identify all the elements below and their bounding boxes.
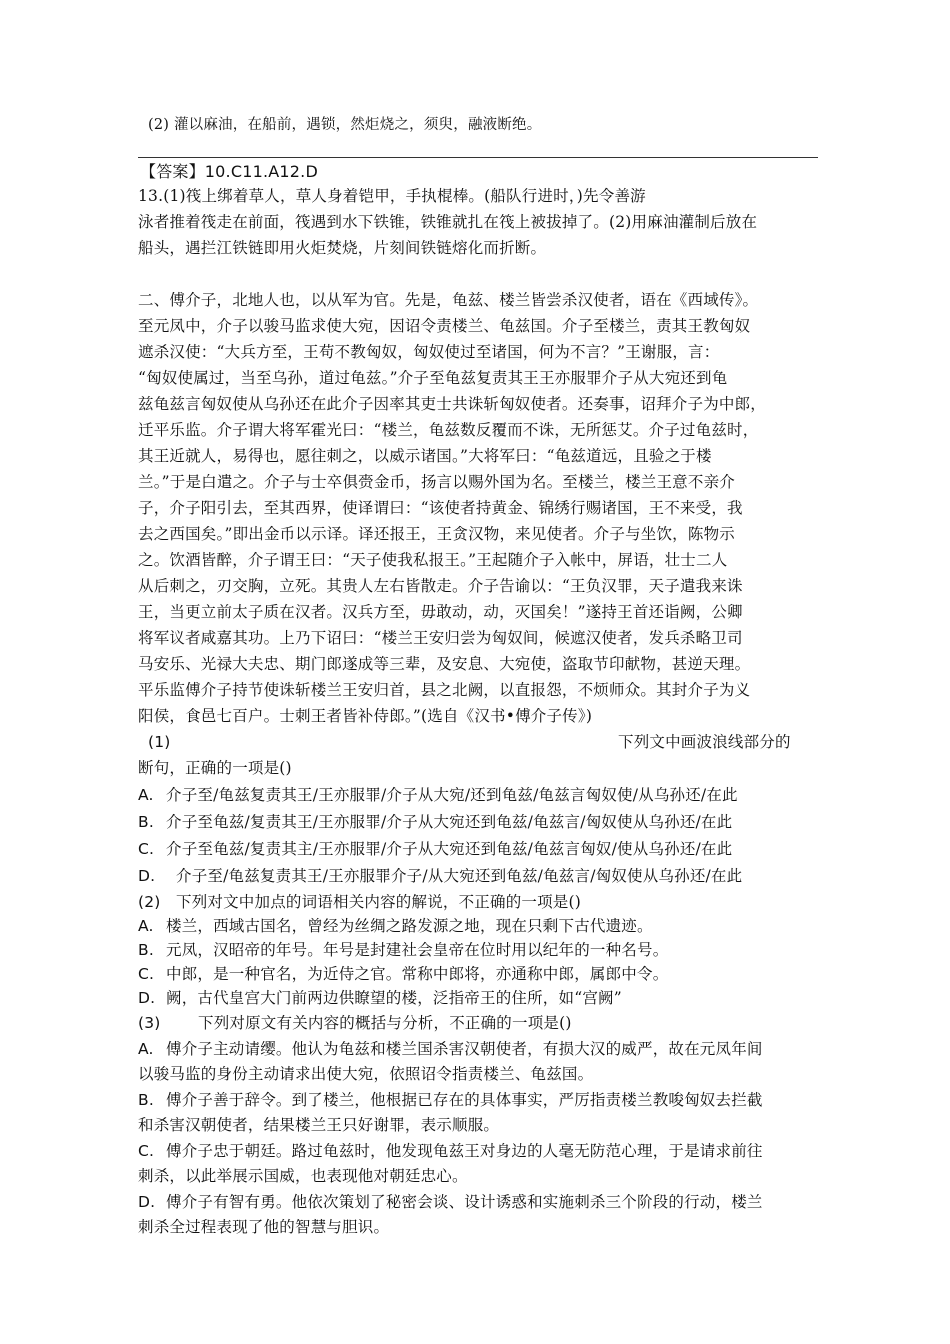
passage-line: 去之西国矣。”即出金币以示译。译还报王，王贪汉物，来见使者。介子与坐饮，陈物示 <box>138 525 735 543</box>
passage-line: “匈奴使属过，当至乌孙，道过龟兹。”介子至龟兹复责其王王亦服罪介子从大宛还到龟 <box>138 369 728 387</box>
option-key: A. <box>138 1040 154 1058</box>
translation-item-2: (2) 灌以麻油，在船前，遇锁，然炬烧之，须臾，融液断绝。 <box>148 117 542 133</box>
passage-line: 至元凤中，介子以骏马监求使大宛，因诏令责楼兰、龟兹国。介子至楼兰，责其王教匈奴 <box>138 317 751 335</box>
option-text: 傅介子善于辞令。到了楼兰，他根据已存在的具体事实，严厉指责楼兰教唆匈奴去拦截 <box>166 1091 763 1109</box>
question-number: (1) <box>148 733 171 751</box>
question-stem: 下列对原文有关内容的概括与分析，不正确的一项是() <box>198 1014 572 1032</box>
question-number: (3) <box>138 1014 161 1032</box>
passage-line: 平乐监傅介子持节使诛斩楼兰王安归首，县之北阙，以直报怨，不烦师众。其封介子为义 <box>138 681 751 699</box>
passage-line: 马安乐、光禄大夫忠、期门郎遂成等三辈，及安息、大宛使，盗取节印献物，甚逆天理。 <box>138 655 751 673</box>
passage-line: 其王近就人，易得也，愿往刺之，以威示诸国。”大将军曰：“龟兹道远，且验之于楼 <box>138 447 712 465</box>
passage-line: 之。饮酒皆醉，介子谓王曰：“天子使我私报王。”王起随介子入帐中，屏语，壮士二人 <box>138 551 728 569</box>
option-key: C. <box>138 965 155 983</box>
question-number: (2) <box>138 893 161 911</box>
option-text: 介子至龟兹/复责其王/王亦服罪/介子从大宛还到龟兹/龟兹言/匈奴使从乌孙还/在此 <box>166 813 733 831</box>
option-text: 傅介子忠于朝廷。路过龟兹时，他发现龟兹王对身边的人毫无防范心理，于是请求前往 <box>166 1142 763 1160</box>
option-text: 楼兰，西域古国名，曾经为丝绸之路发源之地，现在只剩下古代遗迹。 <box>166 917 653 935</box>
passage-line: 迁平乐监。介子谓大将军霍光曰：“楼兰，龟兹数反覆而不诛，无所惩艾。介子过龟兹时， <box>138 421 759 439</box>
option-key: C. <box>138 1142 155 1160</box>
passage-line: 将军议者咸嘉其功。上乃下诏曰：“楼兰王安归尝为匈奴间，候遮汉使者，发兵杀略卫司 <box>138 629 743 647</box>
passage-line: 从后刺之，刃交胸，立死。其贵人左右皆散走。介子告谕以：“王负汉罪，天子遣我来诛 <box>138 577 743 595</box>
question-stem: 下列文中画波浪线部分的 <box>618 733 791 751</box>
option-text: 和杀害汉朝使者，结果楼兰王只好谢罪，表示顺服。 <box>138 1116 500 1134</box>
passage-line: 阳侯，食邑七百户。士刺王者皆补侍郎。”(选自《汉书•傅介子传》) <box>138 707 593 725</box>
option-key: D. <box>138 1193 156 1211</box>
option-text: 介子至龟兹/复责其主/王亦服罪/介子从大宛还到龟兹/龟兹言匈奴/使从乌孙还/在此 <box>166 840 733 858</box>
option-text: 刺杀，以此举展示国威，也表现他对朝廷忠心。 <box>138 1167 468 1185</box>
option-text: 刺杀全过程表现了他的智慧与胆识。 <box>138 1218 390 1236</box>
passage-line: 子，介子阳引去，至其西界，使译谓曰：“该使者持黄金、锦绣行赐诸国，王不来受，我 <box>138 499 743 517</box>
option-key: D. <box>138 867 156 885</box>
option-key: C. <box>138 840 155 858</box>
passage-line: 遮杀汉使：“大兵方至，王苟不教匈奴，匈奴使过至诸国，何为不言？”王谢服，言： <box>138 343 720 361</box>
question-stem: 下列对文中加点的词语相关内容的解说，不正确的一项是() <box>176 893 581 911</box>
option-text: 元凤，汉昭帝的年号。年号是封建社会皇帝在位时用以纪年的一种名号。 <box>166 941 669 959</box>
option-text: 中郎，是一种官名，为近侍之官。常称中郎将，亦通称中郎，属郎中令。 <box>166 965 669 983</box>
option-key: B. <box>138 941 154 959</box>
option-text: 以骏马监的身份主动请求出使大宛，依照诏令指责楼兰、龟兹国。 <box>138 1065 594 1083</box>
option-key: A. <box>138 917 154 935</box>
answer13-line: 13.(1)筏上绑着草人，草人身着铠甲，手执棍棒。(船队行进时，)先令善游 <box>138 187 646 205</box>
option-text: 傅介子主动请缨。他认为龟兹和楼兰国杀害汉朝使者，有损大汉的威严，故在元凤年间 <box>166 1040 763 1058</box>
option-key: B. <box>138 813 154 831</box>
passage-line: 二、傅介子，北地人也，以从军为官。先是，龟兹、楼兰皆尝杀汉使者，语在《西域传》。 <box>138 291 759 309</box>
passage-line: 王，当更立前太子质在汉者。汉兵方至，毋敢动，动，灭国矣！”遂持王首还诣阙，公卿 <box>138 603 743 621</box>
option-text: 傅介子有智有勇。他依次策划了秘密会谈、设计诱惑和实施刺杀三个阶段的行动，楼兰 <box>166 1193 763 1211</box>
question-stem: 断句，正确的一项是() <box>138 759 292 777</box>
answer13-line: 船头，遇拦江铁链即用火炬焚烧，片刻间铁链熔化而折断。 <box>138 239 547 257</box>
answer13-line: 泳者推着筏走在前面，筏遇到水下铁锥，铁锥就扎在筏上被拔掉了。(2)用麻油灌制后放在 <box>138 213 758 231</box>
answer-key: 【答案】10.C11.A12.D <box>140 162 318 181</box>
passage-line: 兰。”于是白遣之。介子与士卒俱赍金币，扬言以赐外国为名。至楼兰，楼兰王意不亲介 <box>138 473 735 491</box>
section-divider <box>138 157 818 158</box>
option-text: 阙，古代皇宫大门前两边供瞭望的楼，泛指帝王的住所，如“宫阙” <box>166 989 622 1007</box>
option-text: 介子至/龟兹复责其王/王亦服罪介子/从大宛还到龟兹/龟兹言/匈奴使从乌孙还/在此 <box>176 867 743 885</box>
option-key: D. <box>138 989 156 1007</box>
option-text: 介子至/龟兹复责其王/王亦服罪/介子从大宛/还到龟兹/龟兹言匈奴使/从乌孙还/在此 <box>166 786 738 804</box>
passage-line: 兹龟兹言匈奴使从乌孙还在此介子因率其吏士共诛斩匈奴使者。还奏事，诏拜介子为中郎， <box>138 395 767 413</box>
option-key: A. <box>138 786 154 804</box>
option-key: B. <box>138 1091 154 1109</box>
